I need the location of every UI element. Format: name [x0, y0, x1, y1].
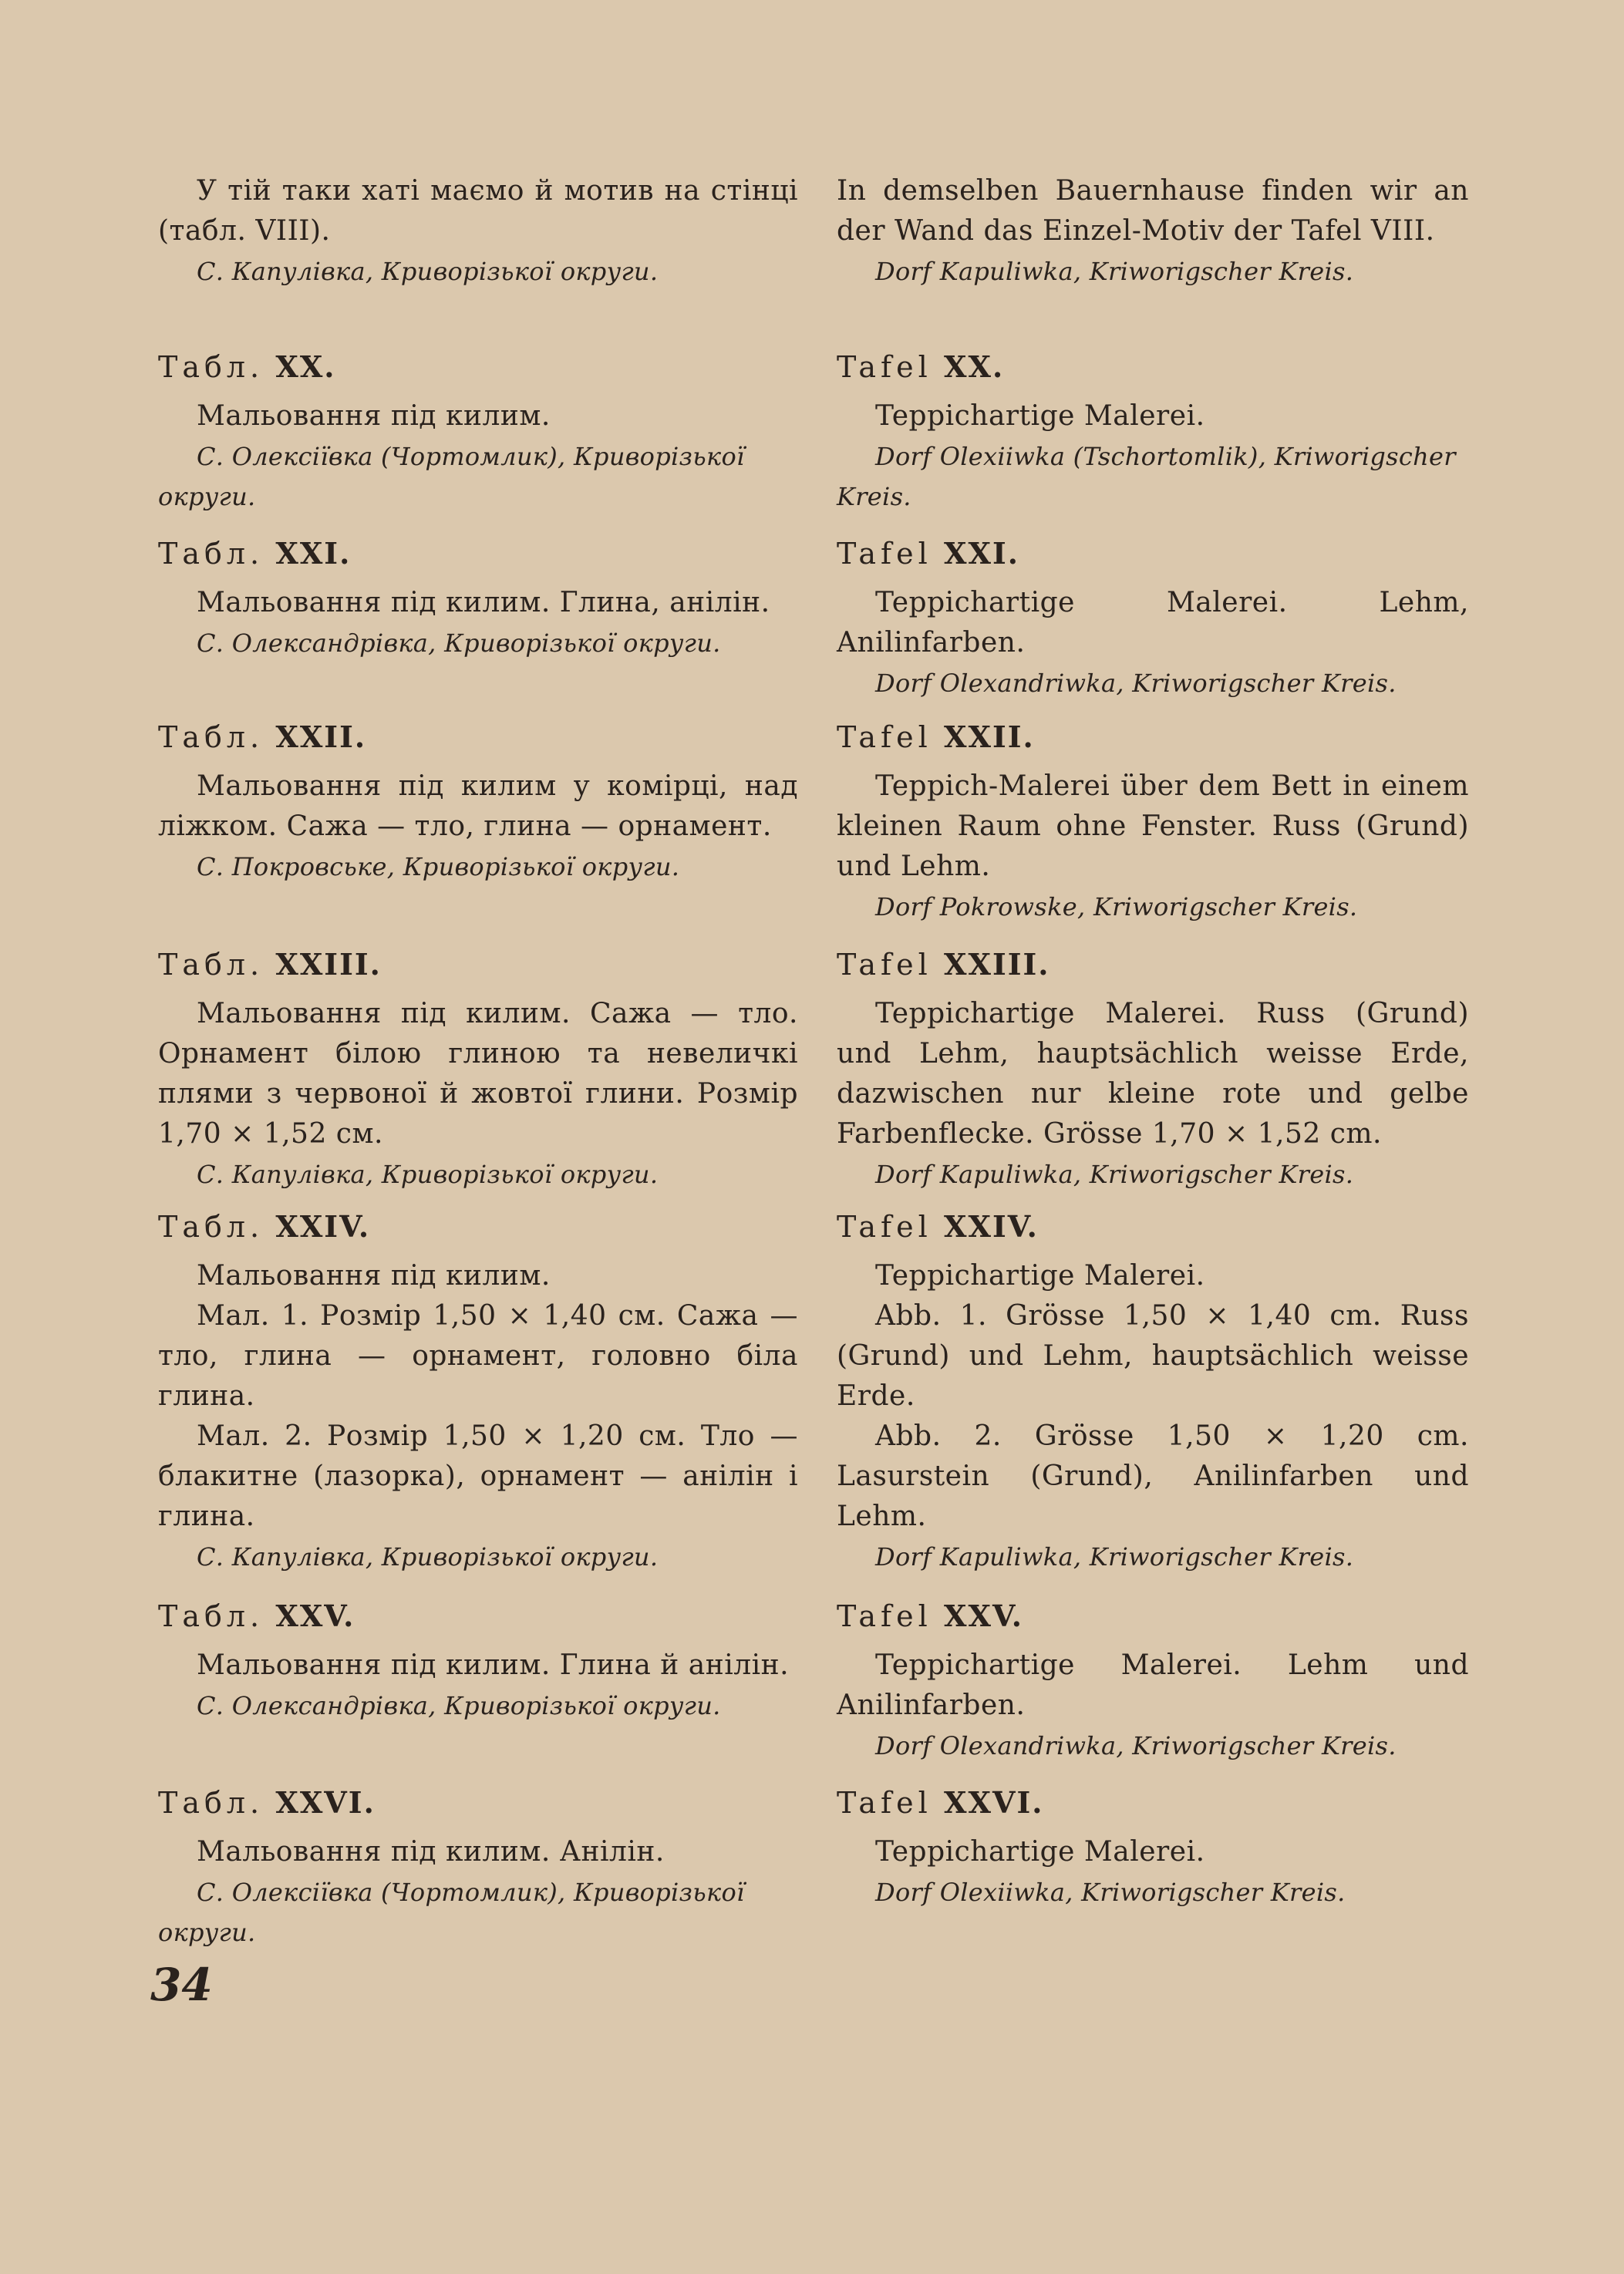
right-entry-location: Dorf Olexandriwka, Kriworigscher Kreis.	[875, 669, 1397, 698]
left-intro	[158, 171, 798, 291]
right-entry-heading: Tafel XX.	[837, 349, 1005, 384]
right-entry-heading: Tafel XXI.	[837, 536, 1019, 571]
right-entry-xxiii	[837, 945, 1469, 1194]
left-entry-text: Мальовання під килим. Глина, анілін.	[197, 587, 770, 618]
left-entry-location: С. Капулівка, Криворізької округи.	[197, 1160, 659, 1189]
left-entry-xxvi	[158, 1783, 798, 1952]
left-entry-text-3: Мал. 2. Розмір 1,50 × 1,20 см. Тло — блакитне (лазорка), орнамент — анілін і глина.	[158, 1420, 798, 1532]
left-entry-text: Мальовання під килим. Анілін.	[197, 1836, 665, 1868]
left-entry-xxiv	[158, 1207, 798, 1577]
right-intro-text: In demselben Bauernhause finden wir an der Wand das Einzel-Motiv der Tafel VIII.	[837, 175, 1469, 247]
right-entry-location: Dorf Olexiiwka (Tschortomlik), Kriworigscher Kreis.	[837, 442, 1456, 511]
left-entry-text: Мальовання під килим у комірці, над ліжком. Сажа — тло, глина — орнамент.	[158, 770, 798, 842]
right-entry-location: Dorf Olexandriwka, Kriworigscher Kreis.	[875, 1731, 1397, 1760]
right-entry-heading: Tafel XXII.	[837, 719, 1035, 754]
left-entry-location: С. Олександрівка, Криворізької округи.	[197, 1691, 721, 1720]
right-entry-text: Teppichartige Malerei. Lehm, Anilinfarben.	[837, 587, 1469, 659]
left-entry-text: Мальовання під килим.	[197, 1260, 551, 1292]
left-entry-xxi	[158, 534, 798, 663]
right-entry-xx	[837, 347, 1469, 517]
left-entry-location: С. Капулівка, Криворізької округи.	[197, 1542, 659, 1572]
left-entry-text-2: Мал. 1. Розмір 1,50 × 1,40 см. Сажа — тло, глина — орнамент, головно біла глина.	[158, 1300, 798, 1412]
left-entry-text: Мальовання під килим. Глина й анілін.	[197, 1649, 790, 1681]
right-entry-xxiv	[837, 1207, 1469, 1577]
right-entry-text: Teppichartige Malerei.	[875, 400, 1205, 432]
right-entry-text: Teppich-Malerei über dem Bett in einem kleinen Raum ohne Fenster. Russ (Grund) und Lehm.	[837, 770, 1469, 882]
left-entry-heading: Табл. XXV.	[158, 1599, 355, 1633]
right-intro	[837, 171, 1469, 291]
left-entry-heading: Табл. XXI.	[158, 536, 352, 571]
right-entry-xxvi	[837, 1783, 1469, 1912]
right-entry-xxii	[837, 717, 1469, 927]
left-entry-heading: Табл. XXIII.	[158, 947, 382, 982]
left-entry-xxiii	[158, 945, 798, 1194]
left-entry-xxv	[158, 1596, 798, 1726]
right-entry-text: Teppichartige Malerei.	[875, 1836, 1205, 1868]
left-entry-location: С. Олексіївка (Чортомлик), Криворізької округи.	[158, 442, 745, 511]
left-entry-text: Мальовання під килим. Сажа — тло. Орнамент білою глиною та невеличкі плями з червоної й жовтої глини. Розмір 1,70 × 1,52 см.	[158, 998, 798, 1150]
right-entry-text-2: Abb. 1. Grösse 1,50 × 1,40 cm. Russ (Grund) und Lehm, hauptsächlich weisse Erde.	[837, 1300, 1469, 1412]
left-intro-text: У тій таки хаті маємо й мотив на стінці (табл. VIII).	[158, 175, 798, 247]
right-entry-heading: Tafel XXVI.	[837, 1785, 1044, 1820]
left-entry-heading: Табл. XXIV.	[158, 1209, 371, 1244]
right-entry-location: Dorf Kapuliwka, Kriworigscher Kreis.	[875, 1542, 1354, 1572]
right-entry-heading: Tafel XXIII.	[837, 947, 1050, 982]
left-entry-location: С. Олександрівка, Криворізької округи.	[197, 628, 721, 658]
left-entry-heading: Табл. XXVI.	[158, 1785, 376, 1820]
right-entry-text: Teppichartige Malerei. Lehm und Anilinfarben.	[837, 1649, 1469, 1721]
right-intro-location: Dorf Kapuliwka, Kriworigscher Kreis.	[875, 257, 1354, 286]
left-entry-location: С. Олексіївка (Чортомлик), Криворізької округи.	[158, 1878, 745, 1947]
left-entry-xxii	[158, 717, 798, 887]
right-entry-text: Teppichartige Malerei.	[875, 1260, 1205, 1292]
right-entry-text: Teppichartige Malerei. Russ (Grund) und Lehm, hauptsächlich weisse Erde, dazwischen nur kleine rote und gelbe Farbenflecke. Grösse 1,70 × 1,52 cm.	[837, 998, 1469, 1150]
right-entry-xxv	[837, 1596, 1469, 1766]
left-entry-heading: Табл. XX.	[158, 349, 336, 384]
right-entry-text-3: Abb. 2. Grösse 1,50 × 1,20 cm. Lasurstein (Grund), Anilinfarben und Lehm.	[837, 1420, 1469, 1532]
page-number: 34	[150, 1959, 213, 2011]
right-entry-xxi	[837, 534, 1469, 703]
left-entry-text: Мальовання під килим.	[197, 400, 551, 432]
right-entry-location: Dorf Pokrowske, Kriworigscher Kreis.	[875, 892, 1358, 921]
left-entry-location: С. Покровське, Криворізької округи.	[197, 852, 680, 881]
left-entry-heading: Табл. XXII.	[158, 719, 367, 754]
right-entry-location: Dorf Olexiiwka, Kriworigscher Kreis.	[875, 1878, 1346, 1907]
left-intro-location: С. Капулівка, Криворізької округи.	[197, 257, 659, 286]
right-entry-heading: Tafel XXV.	[837, 1599, 1024, 1633]
right-entry-heading: Tafel XXIV.	[837, 1209, 1039, 1244]
left-entry-xx	[158, 347, 798, 517]
right-entry-location: Dorf Kapuliwka, Kriworigscher Kreis.	[875, 1160, 1354, 1189]
